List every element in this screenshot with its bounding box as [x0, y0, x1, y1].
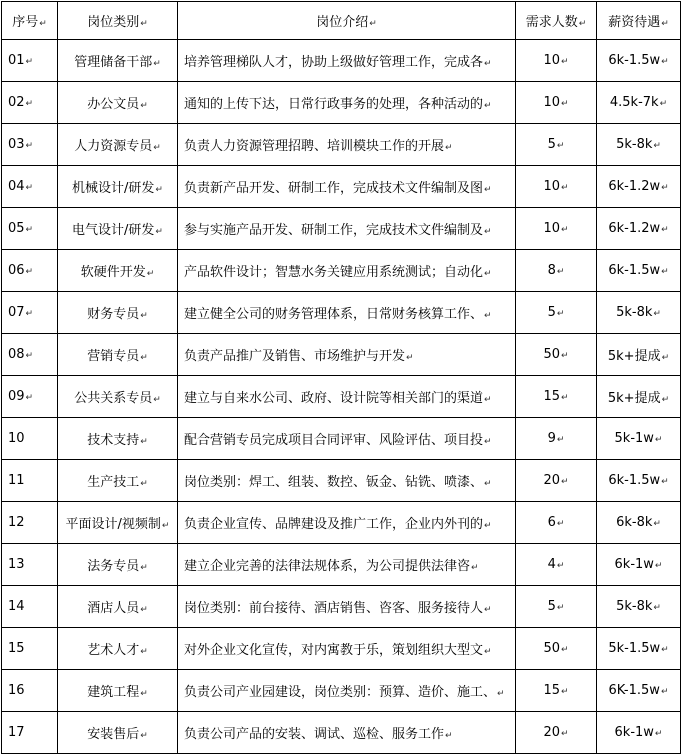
job-description: 岗位类别：焊工、组装、数控、钣金、钻铣、喷漆、 [184, 475, 484, 490]
table-row [2, 670, 681, 712]
salary: 5k-8k [616, 137, 653, 152]
headcount-cell: 20↵ [516, 460, 597, 502]
salary-cell: 5k+提成↵ [597, 334, 681, 376]
headcount-cell: 5↵ [516, 586, 597, 628]
headcount: 10 [543, 221, 560, 236]
job-description-cell: 建立与自来水公司、政府、设计院等相关部门的渠道↵ [178, 376, 516, 418]
job-description: 负责新产品开发、研制工作，完成技术文件编制及图 [184, 181, 484, 196]
row-number: 01 [8, 53, 25, 68]
row-number-cell: 02↵ [2, 82, 58, 124]
row-number-cell [2, 502, 58, 544]
job-type: 生产技工 [87, 475, 140, 490]
salary-cell: 4.5k-7k↵ [597, 82, 681, 124]
headcount: 10 [543, 95, 560, 110]
table-row [2, 250, 681, 292]
table-row [2, 124, 681, 166]
job-type-cell: 财务专员↵ [58, 292, 178, 334]
job-description-cell: 建立企业完善的法律法规体系，为公司提供法律咨↵ [178, 544, 516, 586]
row-number: 13 [8, 557, 25, 572]
job-type: 办公文员 [87, 97, 140, 112]
row-number: 02 [8, 95, 25, 110]
table-row [2, 502, 681, 544]
job-type-cell: 酒店人员↵ [58, 586, 178, 628]
salary: 6k-8k [616, 515, 653, 530]
salary: 6K-1.5w [608, 683, 660, 698]
headcount-cell: 10↵ [516, 40, 597, 82]
job-type: 建筑工程 [87, 685, 140, 700]
headcount: 50 [543, 641, 560, 656]
salary: 6k-1.5w [608, 263, 661, 278]
header-salary: 薪资待遇↵ [597, 2, 681, 40]
job-table [1, 1, 681, 754]
job-type-cell: 软硬件开发↵ [58, 250, 178, 292]
headcount: 5 [547, 305, 556, 320]
salary: 5k-8k [616, 599, 653, 614]
table-row [2, 334, 681, 376]
job-description: 建立与自来水公司、政府、设计院等相关部门的渠道 [184, 391, 484, 406]
headcount-cell: 9↵ [516, 418, 597, 460]
salary: 5k+提成 [607, 391, 661, 406]
headcount: 10 [543, 53, 560, 68]
row-number: 09 [8, 389, 25, 404]
job-type-cell: 艺术人才↵ [58, 628, 178, 670]
salary: 4.5k-7k [609, 95, 659, 110]
job-type-cell: 营销专员↵ [58, 334, 178, 376]
headcount: 4 [547, 557, 556, 572]
salary-cell: 6k-1.5w↵ [597, 40, 681, 82]
headcount: 15 [543, 389, 560, 404]
header-type: 岗位类别↵ [58, 2, 178, 40]
table-row [2, 544, 681, 586]
header-desc: 岗位介绍↵ [178, 2, 516, 40]
salary-cell: 6k-1.5w↵ [597, 460, 681, 502]
salary-cell: 5k+提成↵ [597, 376, 681, 418]
job-description: 负责企业宣传、品牌建设及推广工作，企业内外刊的 [184, 517, 484, 532]
salary: 6k-1.5w [608, 53, 661, 68]
job-type-cell: 法务专员↵ [58, 544, 178, 586]
headcount: 6 [547, 515, 556, 530]
job-description-cell: 负责人力资源管理招聘、培训模块工作的开展↵ [178, 124, 516, 166]
job-type: 软硬件开发 [80, 265, 146, 280]
row-number: 04 [8, 179, 25, 194]
row-number: 11 [8, 473, 25, 488]
salary: 6k-1.2w [608, 221, 661, 236]
table-row [2, 40, 681, 82]
row-number-cell [2, 418, 58, 460]
job-type-cell: 办公文员↵ [58, 82, 178, 124]
job-description-cell: 岗位类别：焊工、组装、数控、钣金、钻铣、喷漆、↵ [178, 460, 516, 502]
row-number: 06 [8, 263, 25, 278]
job-description-cell: 参与实施产品开发、研制工作，完成技术文件编制及↵ [178, 208, 516, 250]
job-description-cell: 岗位类别：前台接待、酒店销售、咨客、服务接待人↵ [178, 586, 516, 628]
salary: 6k-1w [614, 557, 654, 572]
job-description-cell: 负责新产品开发、研制工作，完成技术文件编制及图↵ [178, 166, 516, 208]
job-type-cell: 建筑工程↵ [58, 670, 178, 712]
salary: 6k-1.5w [608, 473, 661, 488]
table-row [2, 712, 681, 754]
salary-cell: 6K-1.5w↵ [597, 670, 681, 712]
salary-cell: 6k-1w↵ [597, 712, 681, 754]
row-number-cell [2, 670, 58, 712]
table-row [2, 376, 681, 418]
job-description-cell: 负责公司产品的安装、调试、巡检、服务工作↵ [178, 712, 516, 754]
job-description: 参与实施产品开发、研制工作，完成技术文件编制及 [184, 223, 484, 238]
headcount-cell: 6↵ [516, 502, 597, 544]
table-row [2, 460, 681, 502]
salary-cell: 5k-1.5w↵ [597, 628, 681, 670]
job-type: 财务专员 [87, 307, 140, 322]
headcount: 8 [547, 263, 556, 278]
headcount-cell: 15↵ [516, 376, 597, 418]
headcount: 9 [547, 431, 556, 446]
job-description-cell: 负责产品推广及销售、市场维护与开发↵ [178, 334, 516, 376]
headcount-cell: 50↵ [516, 628, 597, 670]
job-type-cell: 电气设计/研发↵ [58, 208, 178, 250]
job-description: 产品软件设计；智慧水务关键应用系统测试；自动化 [184, 265, 484, 280]
header-no: 序号↵ [2, 2, 58, 40]
row-number: 08 [8, 347, 25, 362]
header-count: 需求人数↵ [516, 2, 597, 40]
row-number-cell [2, 586, 58, 628]
job-description-cell: 通知的上传下达，日常行政事务的处理，各种活动的↵ [178, 82, 516, 124]
row-number-cell [2, 544, 58, 586]
headcount-cell: 20↵ [516, 712, 597, 754]
row-number-cell: 04↵ [2, 166, 58, 208]
job-type-cell: 平面设计/视频制↵ [58, 502, 178, 544]
job-type: 安装售后 [87, 727, 140, 742]
salary-cell: 5k-1w↵ [597, 418, 681, 460]
salary: 5k-1.5w [608, 641, 661, 656]
row-number: 16 [8, 683, 25, 698]
headcount-cell: 5↵ [516, 124, 597, 166]
table-row [2, 166, 681, 208]
row-number-cell [2, 460, 58, 502]
salary: 5k-1w [614, 431, 654, 446]
headcount-cell: 5↵ [516, 292, 597, 334]
salary-cell: 6k-1.2w↵ [597, 166, 681, 208]
job-description: 建立健全公司的财务管理体系，日常财务核算工作、 [184, 307, 484, 322]
salary-cell: 6k-1.5w↵ [597, 250, 681, 292]
job-description-cell: 负责企业宣传、品牌建设及推广工作，企业内外刊的↵ [178, 502, 516, 544]
job-type: 艺术人才 [87, 643, 140, 658]
table-row [2, 586, 681, 628]
row-number-cell: 07↵ [2, 292, 58, 334]
salary-cell: 5k-8k↵ [597, 124, 681, 166]
job-type-cell: 安装售后↵ [58, 712, 178, 754]
job-type-cell: 机械设计/研发↵ [58, 166, 178, 208]
job-type: 公共关系专员 [74, 391, 153, 406]
job-type-cell: 管理储备干部↵ [58, 40, 178, 82]
headcount: 5 [547, 599, 556, 614]
job-description-cell: 培养管理梯队人才，协助上级做好管理工作，完成各↵ [178, 40, 516, 82]
job-type: 酒店人员 [87, 601, 140, 616]
row-number: 03 [8, 137, 25, 152]
row-number-cell: 08↵ [2, 334, 58, 376]
headcount-cell: 15↵ [516, 670, 597, 712]
job-type-cell: 技术支持↵ [58, 418, 178, 460]
job-type: 营销专员 [87, 349, 140, 364]
row-number: 10 [8, 431, 25, 446]
job-type: 人力资源专员 [74, 139, 153, 154]
job-description: 负责公司产业园建设，岗位类别：预算、造价、施工、 [184, 685, 497, 700]
row-number-cell: 05↵ [2, 208, 58, 250]
job-description: 培养管理梯队人才，协助上级做好管理工作，完成各 [184, 55, 484, 70]
job-description: 负责公司产品的安装、调试、巡检、服务工作 [184, 727, 445, 742]
job-description: 岗位类别：前台接待、酒店销售、咨客、服务接待人 [184, 601, 484, 616]
job-type: 法务专员 [87, 559, 140, 574]
job-description: 通知的上传下达，日常行政事务的处理，各种活动的 [184, 97, 484, 112]
row-number-cell [2, 628, 58, 670]
table-row [2, 82, 681, 124]
row-number: 14 [8, 599, 25, 614]
row-number: 05 [8, 221, 25, 236]
salary: 5k+提成 [607, 349, 661, 364]
salary-cell: 6k-8k↵ [597, 502, 681, 544]
salary-cell: 6k-1w↵ [597, 544, 681, 586]
row-number: 07 [8, 305, 25, 320]
header-row [2, 2, 681, 40]
job-description: 负责产品推广及销售、市场维护与开发 [184, 349, 406, 364]
salary-cell: 6k-1.2w↵ [597, 208, 681, 250]
table-row [2, 208, 681, 250]
job-description-cell: 产品软件设计；智慧水务关键应用系统测试；自动化↵ [178, 250, 516, 292]
job-type-cell: 生产技工↵ [58, 460, 178, 502]
headcount: 10 [543, 179, 560, 194]
headcount-cell: 10↵ [516, 82, 597, 124]
row-number: 17 [8, 725, 25, 740]
row-number: 15 [8, 641, 25, 656]
headcount: 20 [543, 473, 560, 488]
job-description-cell: 负责公司产业园建设，岗位类别：预算、造价、施工、↵ [178, 670, 516, 712]
salary: 6k-1.2w [608, 179, 661, 194]
row-number-cell: 09↵ [2, 376, 58, 418]
job-description-cell: 配合营销专员完成项目合同评审、风险评估、项目投↵ [178, 418, 516, 460]
job-type: 技术支持 [87, 433, 140, 448]
salary-cell: 5k-8k↵ [597, 292, 681, 334]
table-row [2, 292, 681, 334]
headcount-cell: 50↵ [516, 334, 597, 376]
headcount-cell: 8↵ [516, 250, 597, 292]
job-type: 机械设计/研发 [72, 181, 155, 196]
headcount: 50 [543, 347, 560, 362]
row-number-cell: 01↵ [2, 40, 58, 82]
headcount: 15 [543, 683, 560, 698]
row-number-cell: 03↵ [2, 124, 58, 166]
row-number-cell [2, 712, 58, 754]
job-description-cell: 建立健全公司的财务管理体系，日常财务核算工作、↵ [178, 292, 516, 334]
job-description: 负责人力资源管理招聘、培训模块工作的开展 [184, 139, 445, 154]
job-description-cell: 对外企业文化宣传，对内寓教于乐，策划组织大型文↵ [178, 628, 516, 670]
job-description: 建立企业完善的法律法规体系，为公司提供法律咨 [184, 559, 471, 574]
job-type: 电气设计/研发 [72, 223, 155, 238]
salary: 6k-1w [614, 725, 654, 740]
table-row [2, 418, 681, 460]
job-type: 管理储备干部 [74, 55, 153, 70]
salary-cell: 5k-8k↵ [597, 586, 681, 628]
headcount-cell: 10↵ [516, 208, 597, 250]
headcount: 20 [543, 725, 560, 740]
job-description: 配合营销专员完成项目合同评审、风险评估、项目投 [184, 433, 484, 448]
table-row [2, 628, 681, 670]
row-number-cell: 06↵ [2, 250, 58, 292]
headcount-cell: 10↵ [516, 166, 597, 208]
row-number: 12 [8, 515, 25, 530]
job-type-cell: 人力资源专员↵ [58, 124, 178, 166]
headcount: 5 [547, 137, 556, 152]
job-type: 平面设计/视频制 [65, 517, 161, 532]
job-type-cell: 公共关系专员↵ [58, 376, 178, 418]
job-description: 对外企业文化宣传，对内寓教于乐，策划组织大型文 [184, 643, 484, 658]
salary: 5k-8k [616, 305, 653, 320]
headcount-cell: 4↵ [516, 544, 597, 586]
